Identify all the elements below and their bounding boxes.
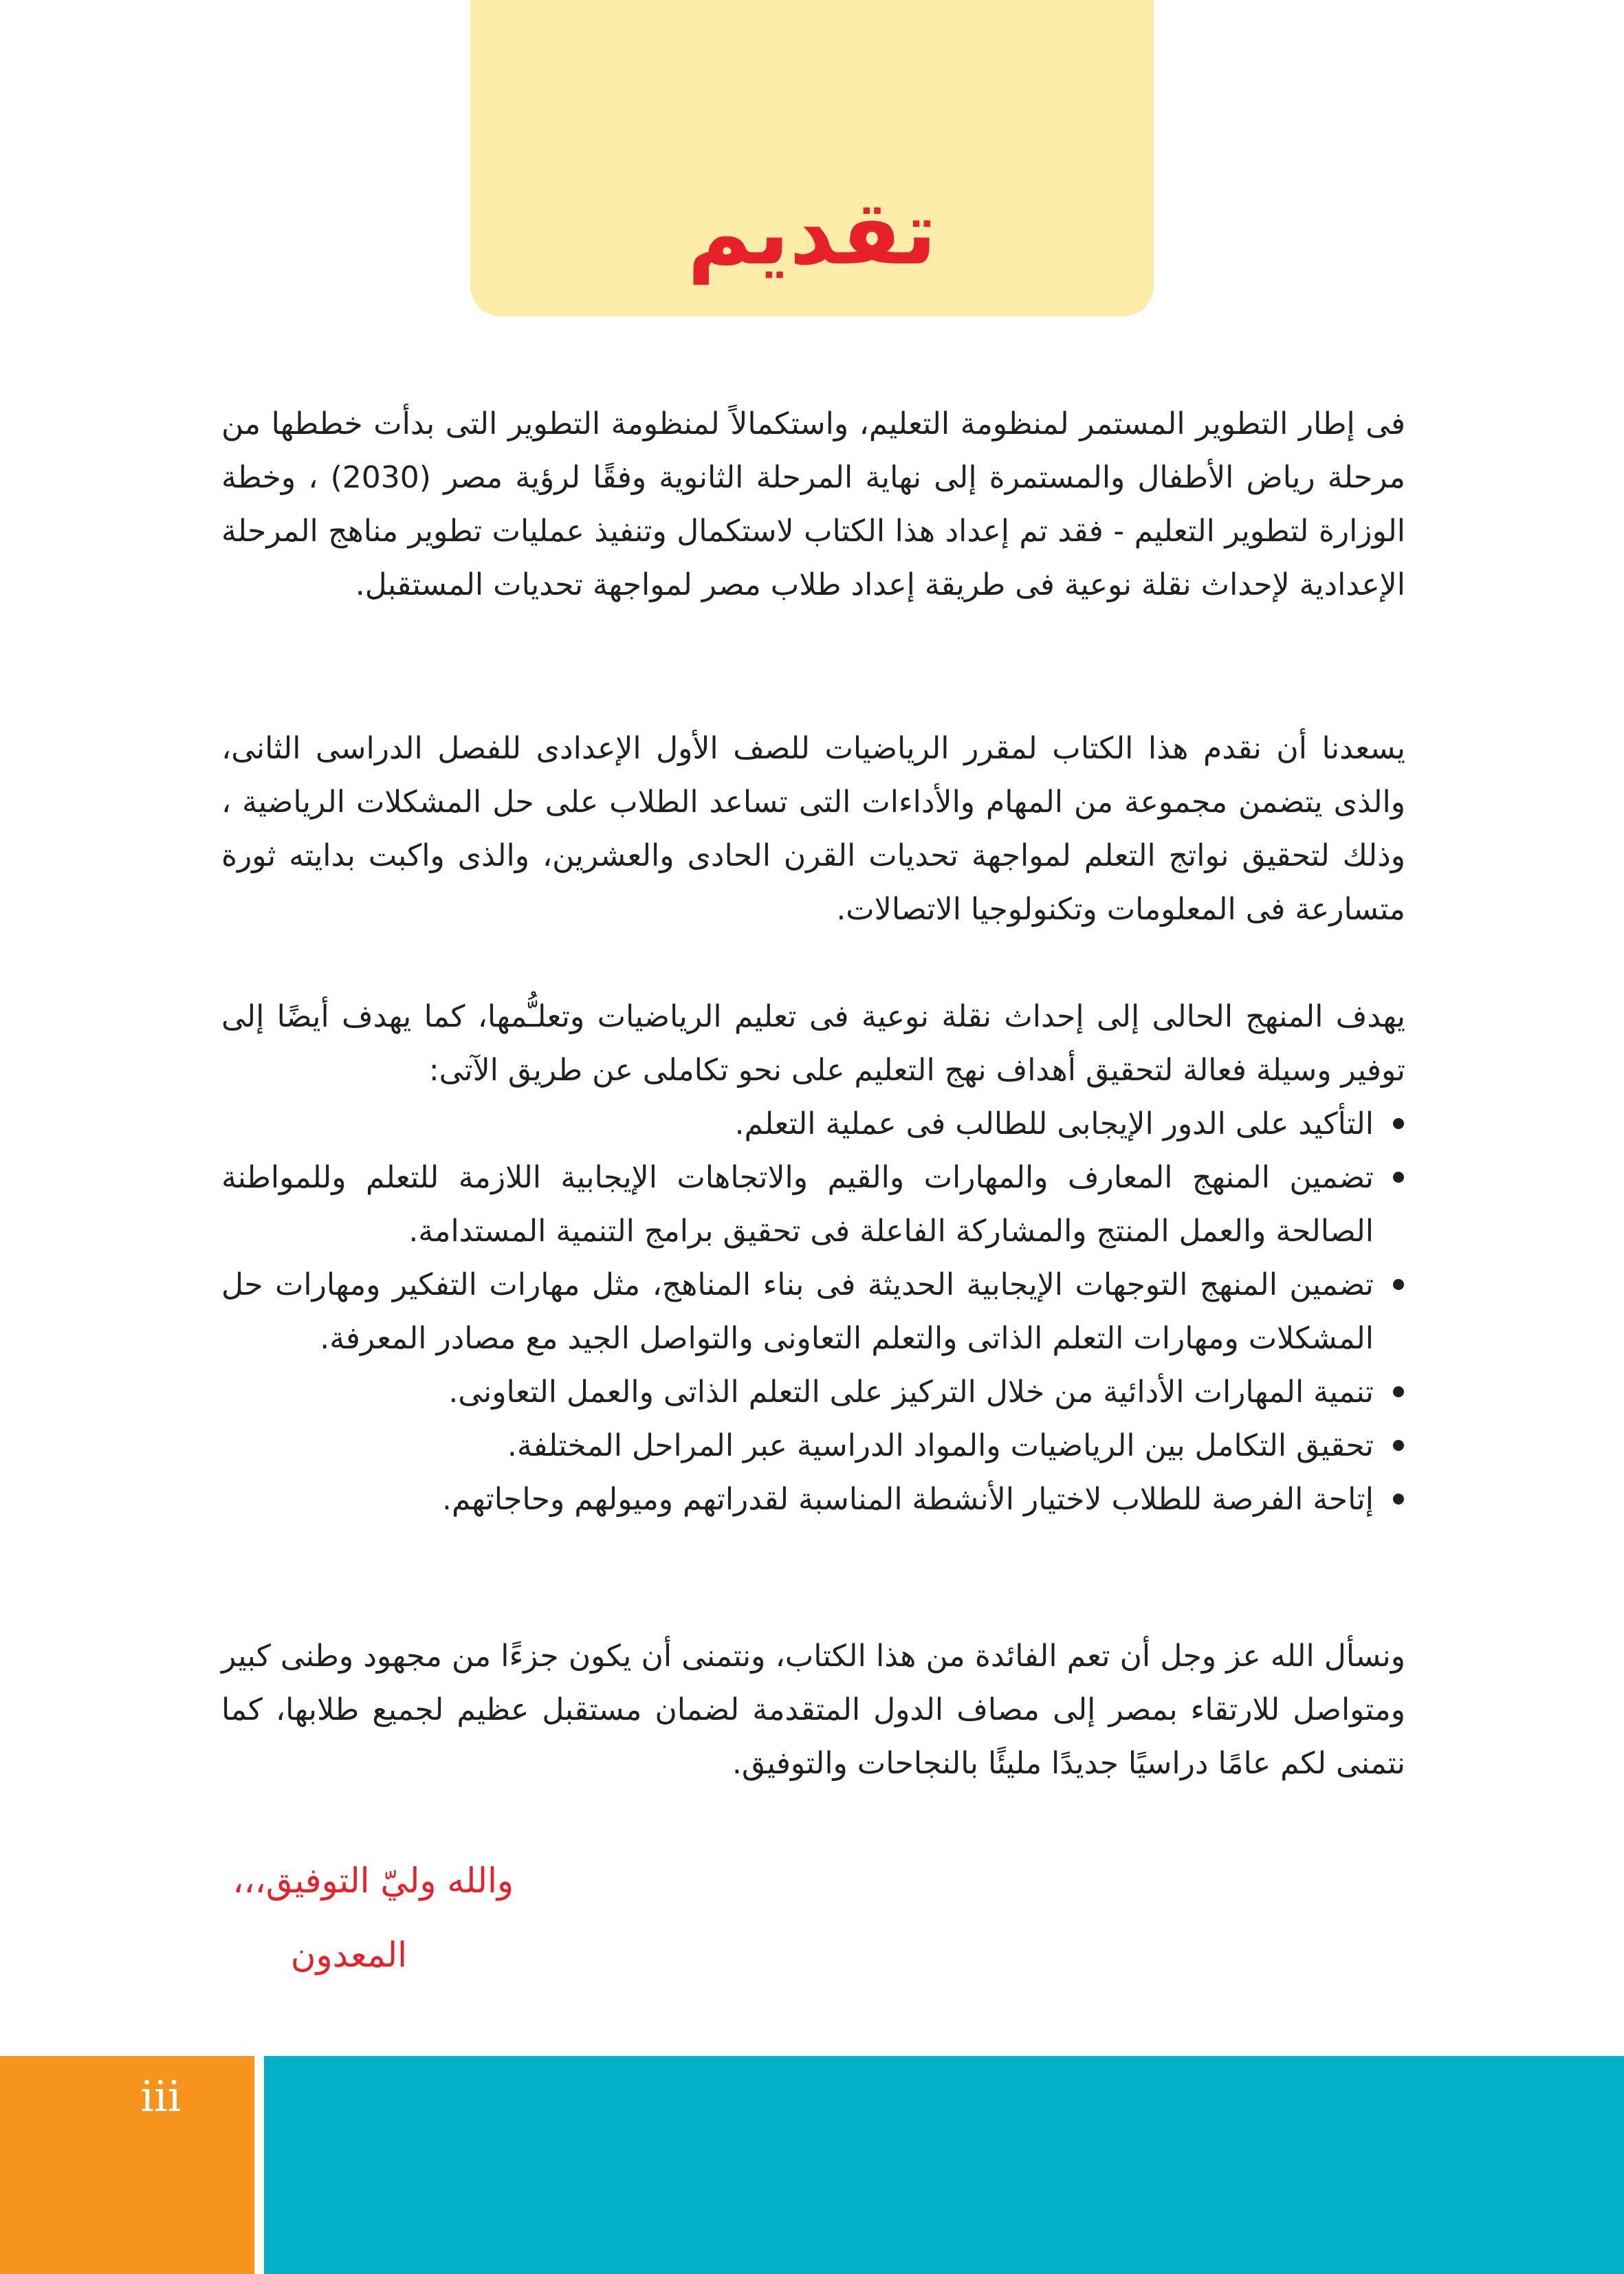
title-box — [470, 0, 1154, 316]
goal-text: تحقيق التكامل بين الرياضيات والمواد الدراسية عبر المراحل المختلفة. — [507, 1428, 1374, 1463]
goal-text: تضمين المنهج المعارف والمهارات والقيم والاتجاهات الإيجابية اللازمة للتعلم وللمواطنة الصالحة والعمل المنتج والمشاركة الفاعلة فى تحقيق برامج التنمية المستدامة. — [221, 1160, 1374, 1249]
goal-item — [221, 1419, 1405, 1473]
footer-teal-band — [264, 2056, 1624, 2274]
bullet-icon — [1393, 1172, 1404, 1183]
paragraph-4: ونسأل الله عز وجل أن تعم الفائدة من هذا الكتاب، ونتمنى أن يكون جزءًا من مجهود وطنى كبير ومتواصل للارتقاء بمصر إلى مصاف الدول المتقدمة لضمان مستقبل عظيم لجميع طلابها، كما نتمنى لكم عامًا دراسيًا جديدًا مليئًا بالنجاحات والتوفيق. — [221, 1639, 1405, 1781]
goals-list — [221, 1097, 1405, 1527]
goal-item — [221, 1366, 1405, 1419]
bullet-icon — [1393, 1494, 1404, 1505]
paragraph-3-intro: يهدف المنهج الحالى إلى إحداث نقلة نوعية فى تعليم الرياضيات وتعلـُّمها، كما يهدف أيضًا إلى توفير وسيلة فعالة لتحقيق أهداف نهج التعليم على نحو تكاملى عن طريق الآتى: — [221, 999, 1405, 1088]
goal-item — [221, 1258, 1405, 1366]
page-number: iii — [140, 2071, 182, 2121]
goal-item — [221, 1151, 1405, 1258]
book-paragraph — [221, 722, 1405, 937]
goal-text: تنمية المهارات الأدائية من خلال التركيز على التعلم الذاتى والعمل التعاونى. — [448, 1375, 1374, 1410]
goal-text: التأكيد على الدور الإيجابى للطالب فى عملية التعلم. — [734, 1106, 1374, 1141]
bullet-icon — [1393, 1440, 1404, 1451]
bullet-icon — [1393, 1386, 1404, 1397]
footer-orange-band — [0, 2056, 254, 2274]
bullet-icon — [1393, 1279, 1404, 1290]
bullet-icon — [1393, 1118, 1404, 1129]
goals-section — [221, 990, 1405, 1527]
goal-text: إتاحة الفرصة للطلاب لاختيار الأنشطة المناسبة لقدراتهم وميولهم وحاجاتهم. — [442, 1482, 1374, 1517]
paragraph-1: فى إطار التطوير المستمر لمنظومة التعليم، واستكمالاً لمنظومة التطوير التى بدأت خططها من مرحلة رياض الأطفال والمستمرة إلى نهاية المرحلة الثانوية وفقًا لرؤية مصر (2030) ، وخطة الوزارة لتطوير التعليم - فقد تم إعداد هذا الكتاب لاستكمال وتنفيذ عمليات تطوير مناهج المرحلة الإعدادية لإحداث نقلة نوعية فى طريقة إعداد طلاب مصر لمواجهة تحديات المستقبل. — [221, 406, 1405, 602]
goal-item — [221, 1097, 1405, 1151]
closing-paragraph — [221, 1630, 1405, 1791]
goal-text: تضمين المنهج التوجهات الإيجابية الحديثة فى بناء المناهج، مثل مهارات التفكير ومهارات حل المشكلات ومهارات التعلم الذاتى والتعلم التعاونى والتواصل الجيد مع مصادر المعرفة. — [221, 1267, 1374, 1356]
authors-signature: المعدون — [290, 1935, 407, 1975]
paragraph-2: يسعدنا أن نقدم هذا الكتاب لمقرر الرياضيات للصف الأول الإعدادى للفصل الدراسى الثانى، والذى يتضمن مجموعة من المهام والأداءات التى تساعد الطلاب على حل المشكلات الرياضية ، وذلك لتحقيق نواتج التعلم لمواجهة تحديات القرن الحادى والعشرين، والذى واكبت بدايته ثورة متسارعة فى المعلومات وتكنولوجيا الاتصالات. — [221, 731, 1405, 927]
closing-blessing: والله وليّ التوفيق،،، — [232, 1861, 514, 1901]
goal-item — [221, 1473, 1405, 1527]
intro-paragraph — [221, 397, 1405, 612]
page-title: تقديم — [687, 182, 937, 285]
